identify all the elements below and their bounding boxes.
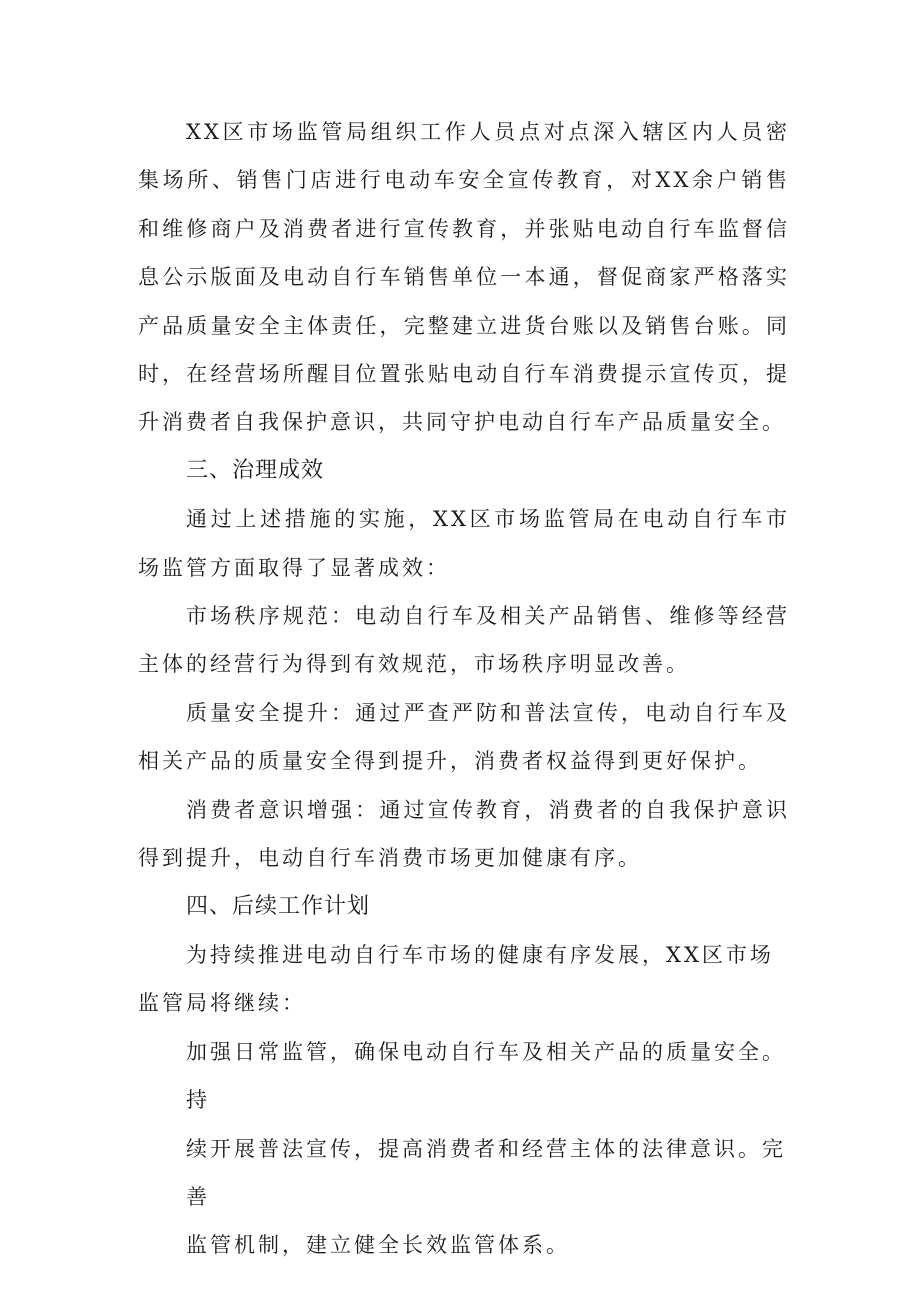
section-heading-plan: 四、后续工作计划 <box>186 893 371 919</box>
paragraph-market-order: 市场秩序规范：电动自行车及相关产品销售、维修等经营主体的经营行为得到有效规范，市场秩序明显改善。 <box>138 604 790 677</box>
document-body <box>138 108 790 1270</box>
plan-line-2: 续开展普法宣传，提高消费者和经营主体的法律意识。完善 <box>186 1136 786 1209</box>
paragraph-consumer-awareness: 消费者意识增强：通过宣传教育，消费者的自我保护意识得到提升，电动自行车消费市场更加健康有序。 <box>138 797 790 871</box>
plan-intro-line-2: 监管局将继续： <box>138 991 306 1016</box>
paragraph-publicity: XX区市场监管局组织工作人员点对点深入辖区内人员密集场所、销售门店进行电动车安全宣传教育，对XX余户销售和维修商户及消费者进行宣传教育，并张贴电动自行车监督信息公示版面及电动自行车销售单位一本通，督促商家严格落实产品质量安全主体责任，完整建立进货台账以及销售台账。同时，在经营场所醒目位置张贴电动自行车消费提示宣传页，提升消费者自我保护意识，共同守护电动自行车产品质量安全。 <box>138 120 790 435</box>
plan-intro-line-1: 为持续推进电动自行车市场的健康有序发展，XX区市场 <box>186 942 774 967</box>
plan-line-3: 监管机制，建立健全长效监管体系。 <box>186 1233 570 1258</box>
paragraph-quality-safety: 质量安全提升：通过严查严防和普法宣传，电动自行车及相关产品的质量安全得到提升，消费者权益得到更好保护。 <box>138 700 790 774</box>
paragraph-results-intro: 通过上述措施的实施，XX区市场监管局在电动自行车市场监管方面取得了显著成效： <box>138 507 790 580</box>
plan-line-1: 加强日常监管，确保电动自行车及相关产品的质量安全。持 <box>186 1039 786 1113</box>
section-heading-results: 三、治理成效 <box>186 457 325 483</box>
